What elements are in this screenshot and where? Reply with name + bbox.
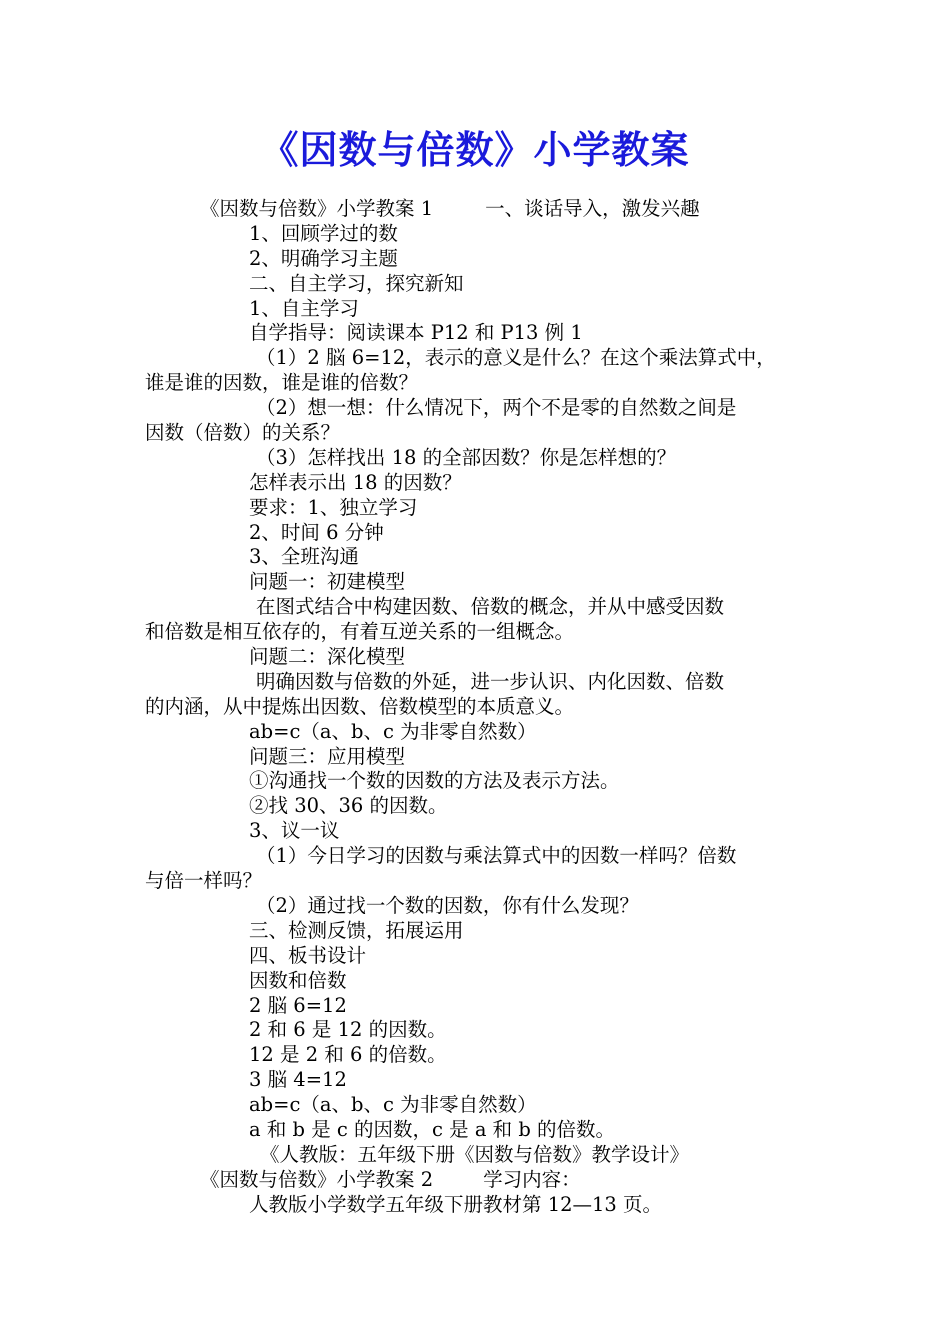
text-line: 1、自主学习	[249, 296, 359, 320]
text-line: 12 是 2 和 6 的倍数。	[249, 1043, 447, 1067]
text-line: 怎样表示出 18 的因数？	[249, 470, 462, 494]
text-line: 2 脳 6=12	[249, 993, 347, 1017]
text-line: 四、板书设计	[249, 943, 367, 967]
text-line: ②找 30、36 的因数。	[249, 794, 448, 818]
document-body	[0, 197, 950, 1218]
text-line: 谁是谁的因数，谁是谁的倍数？	[145, 371, 419, 395]
text-line: （2）通过找一个数的因数，你有什么发现？	[256, 893, 639, 917]
text-line: ab=c（a、b、c 为非零自然数）	[249, 1093, 537, 1117]
text-line: ab=c（a、b、c 为非零自然数）	[249, 719, 537, 743]
text-line: 问题一：初建模型	[249, 570, 406, 594]
text-line: 2、时间 6 分钟	[249, 520, 384, 544]
document-title: 《因数与倍数》小学教案	[260, 128, 690, 172]
text-line: 问题二：深化模型	[249, 645, 406, 669]
text-line: 3、全班沟通	[249, 545, 359, 569]
text-line: 《人教版：五年级下册《因数与倍数》教学设计》	[260, 1142, 690, 1166]
text-line: a 和 b 是 c 的因数，c 是 a 和 b 的倍数。	[249, 1117, 616, 1141]
text-line	[0, 1168, 950, 1193]
text-line-part: 一、谈话导入，激发兴趣	[485, 197, 700, 220]
text-line: 和倍数是相互依存的，有着互逆关系的一组概念。	[145, 620, 575, 644]
text-line: 要求：1、独立学习	[249, 495, 418, 519]
text-line-part: 《因数与倍数》小学教案 1	[200, 197, 434, 220]
text-line: 2 和 6 是 12 的因数。	[249, 1018, 447, 1042]
text-line: 因数和倍数	[249, 968, 347, 992]
text-line: （1）今日学习的因数与乘法算式中的因数一样吗？倍数	[256, 844, 737, 868]
text-line: 人教版小学数学五年级下册教材第 12—13 页。	[249, 1192, 663, 1216]
text-line: 问题三：应用模型	[249, 744, 406, 768]
text-line-part: 《因数与倍数》小学教案 2	[200, 1167, 434, 1191]
text-line: 3 脳 4=12	[249, 1068, 347, 1092]
text-line: 明确因数与倍数的外延，进一步认识、内化因数、倍数	[256, 669, 725, 693]
text-line: （3）怎样找出 18 的全部因数？你是怎样想的？	[256, 445, 677, 469]
text-line-part: 学习内容：	[483, 1167, 581, 1191]
text-line: 在图式结合中构建因数、倍数的概念，并从中感受因数	[256, 595, 725, 619]
text-line: （2）想一想：什么情况下，两个不是零的自然数之间是	[256, 396, 737, 420]
text-line: 1、回顾学过的数	[249, 221, 398, 245]
text-line: ①沟通找一个数的因数的方法及表示方法。	[249, 769, 620, 793]
text-line	[0, 197, 950, 222]
text-line: （1）2 脳 6=12，表示的意义是什么？在这个乘法算式中，	[256, 346, 776, 370]
text-line: 3、议一议	[249, 819, 340, 843]
text-line: 因数（倍数）的关系？	[145, 421, 341, 445]
text-line: 的内涵，从中提炼出因数、倍数模型的本质意义。	[145, 694, 575, 718]
text-line: 2、明确学习主题	[249, 246, 398, 270]
text-line: 与倍一样吗？	[145, 869, 263, 893]
text-line: 自学指导：阅读课本 P12 和 P13 例 1	[249, 321, 583, 345]
text-line: 二、自主学习，探究新知	[249, 271, 464, 295]
text-line: 三、检测反馈，拓展运用	[249, 918, 464, 942]
